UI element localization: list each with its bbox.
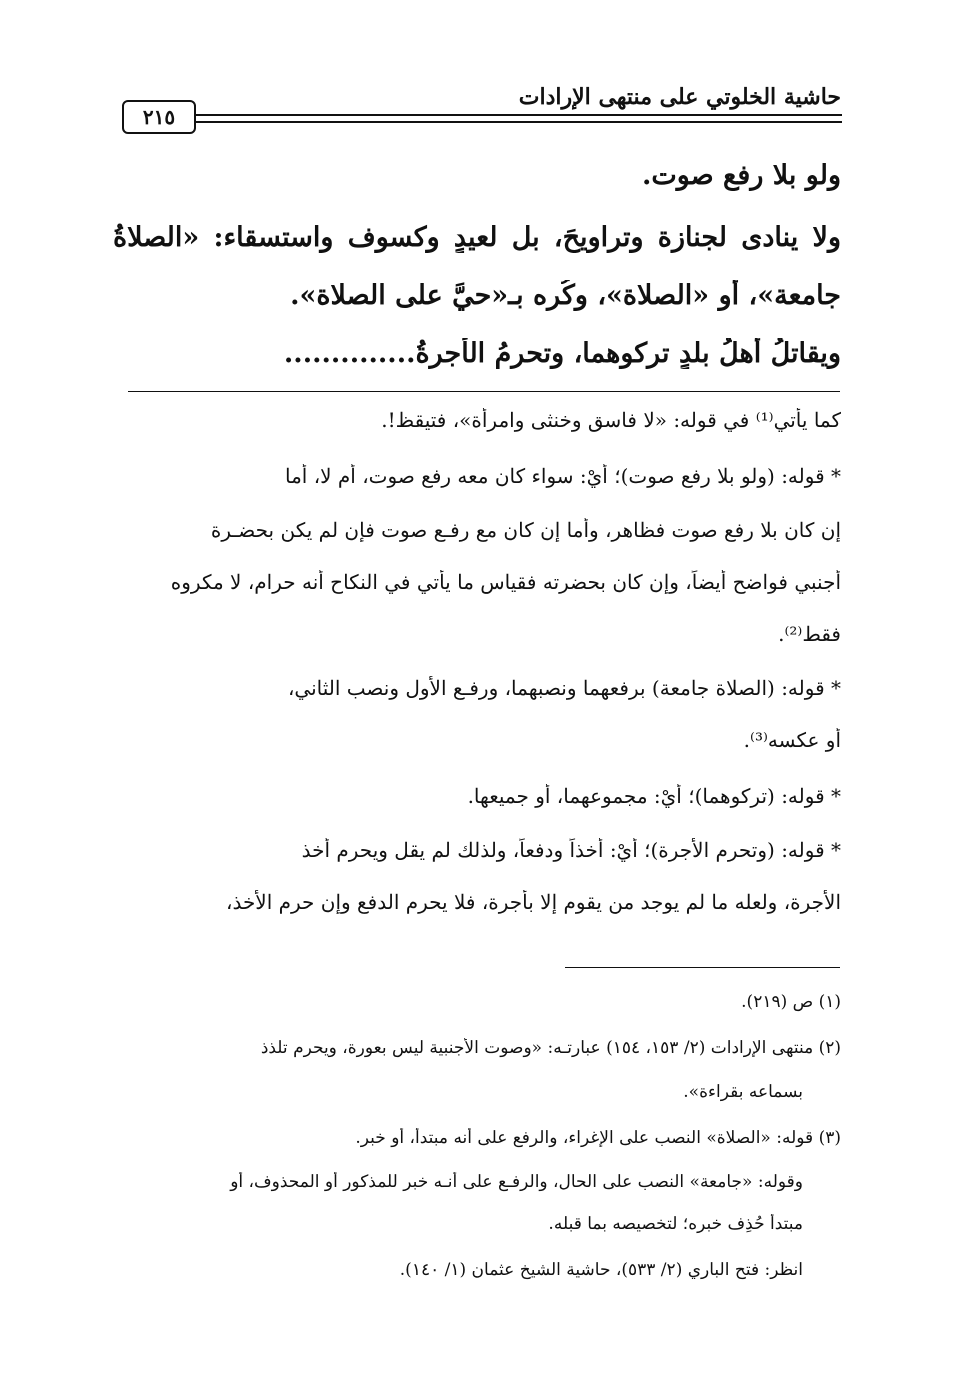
sharh-line-5: فقط⁽²⁾. — [778, 622, 841, 646]
matn-line-1: ولو بلا رفع صوت. — [641, 160, 841, 191]
footnote-3: (٣) قوله: «الصلاة» النصب على الإغراء، والرفع على أنه مبتدأ، أو خبر. — [355, 1128, 841, 1148]
footnote-2: (٢) منتهى الإرادات (٢/ ١٥٣، ١٥٤) عبارتـه: «وصوت الأجنبية ليس بعورة، ويحرم تلذذ — [260, 1038, 841, 1058]
sharh-line-8: * قوله: (تركوهما)؛ أيْ: مجموعهما، أو جميعها. — [467, 784, 841, 808]
footnote-3-cont-3: انظر: فتح الباري (٢/ ٥٣٣)، حاشية الشيخ عثمان (١/ ١٤٠). — [399, 1260, 803, 1280]
sharh-line-6: * قوله: (الصلاة جامعة) برفعهما ونصبهما، ورفـع الأول ونصب الثاني، — [287, 676, 841, 700]
sharh-line-4: أجنبي فواضح أيضاً، وإن كان بحضرته فقياس ما يأتي في النكاح أنه حرام، لا مكروه — [170, 570, 841, 594]
running-header-title: حاشية الخلوتي على منتهى الإرادات — [518, 84, 841, 110]
footnote-2-cont: بسماعه بقراءة». — [683, 1082, 803, 1102]
footnote-3-cont-1: وقوله: «جامعة» النصب على الحال، والرفـع على أنـه خبر للمذكور أو المحذوف، أو — [230, 1172, 803, 1192]
matn-line-3: جامعة»، أو «الصلاة»، وكُره بـ«حيَّ على الصلاة». — [290, 280, 841, 311]
sharh-line-1: كما يأتي⁽¹⁾ في قوله: «لا فاسق وخنثى وامرأة»، فتيقظ!. — [381, 408, 841, 432]
sharh-line-2: * قوله: (ولو بلا رفع صوت)؛ أيْ: سواء كان معه رفع صوت، أم لا، أما — [284, 464, 841, 488]
matn-line-4: ويقاتلُ أهلُ بلدٍ تركوهما، وتحرمُ الأجرةُ.............. — [283, 338, 841, 369]
footnote-separator — [565, 967, 840, 968]
sharh-line-7: أو عكسه⁽³⁾. — [743, 728, 841, 752]
sharh-line-3: إن كان بلا رفع صوت فظاهر، وأما إن كان مع رفـع صوت فإن لم يكن بحضـرة — [210, 518, 841, 542]
footnote-3-cont-2: مبتدأ حُذِف خبره؛ لتخصيصه بما قبله. — [548, 1214, 803, 1234]
matn-sharh-separator — [128, 391, 840, 392]
sharh-line-9: * قوله: (وتحرم الأجرة)؛ أيْ: أخذاً ودفعاً، ولذلك لم يقل ويحرم أخذ — [301, 838, 841, 862]
header-double-rule — [194, 114, 842, 123]
matn-line-2: ولا ينادى لجنازة وتراويحَ، بل لعيدٍ وكسوف واستسقاء: «الصلاةُ — [113, 222, 841, 253]
sharh-line-10: الأجرة، ولعله ما لم يوجد من يقوم إلا بأجرة، فلا يحرم الدفع وإن حرم الأخذ، — [225, 890, 841, 914]
footnote-1: (١) ص (٢١٩). — [741, 992, 841, 1012]
page-number-box: ٢١٥ — [122, 100, 196, 134]
